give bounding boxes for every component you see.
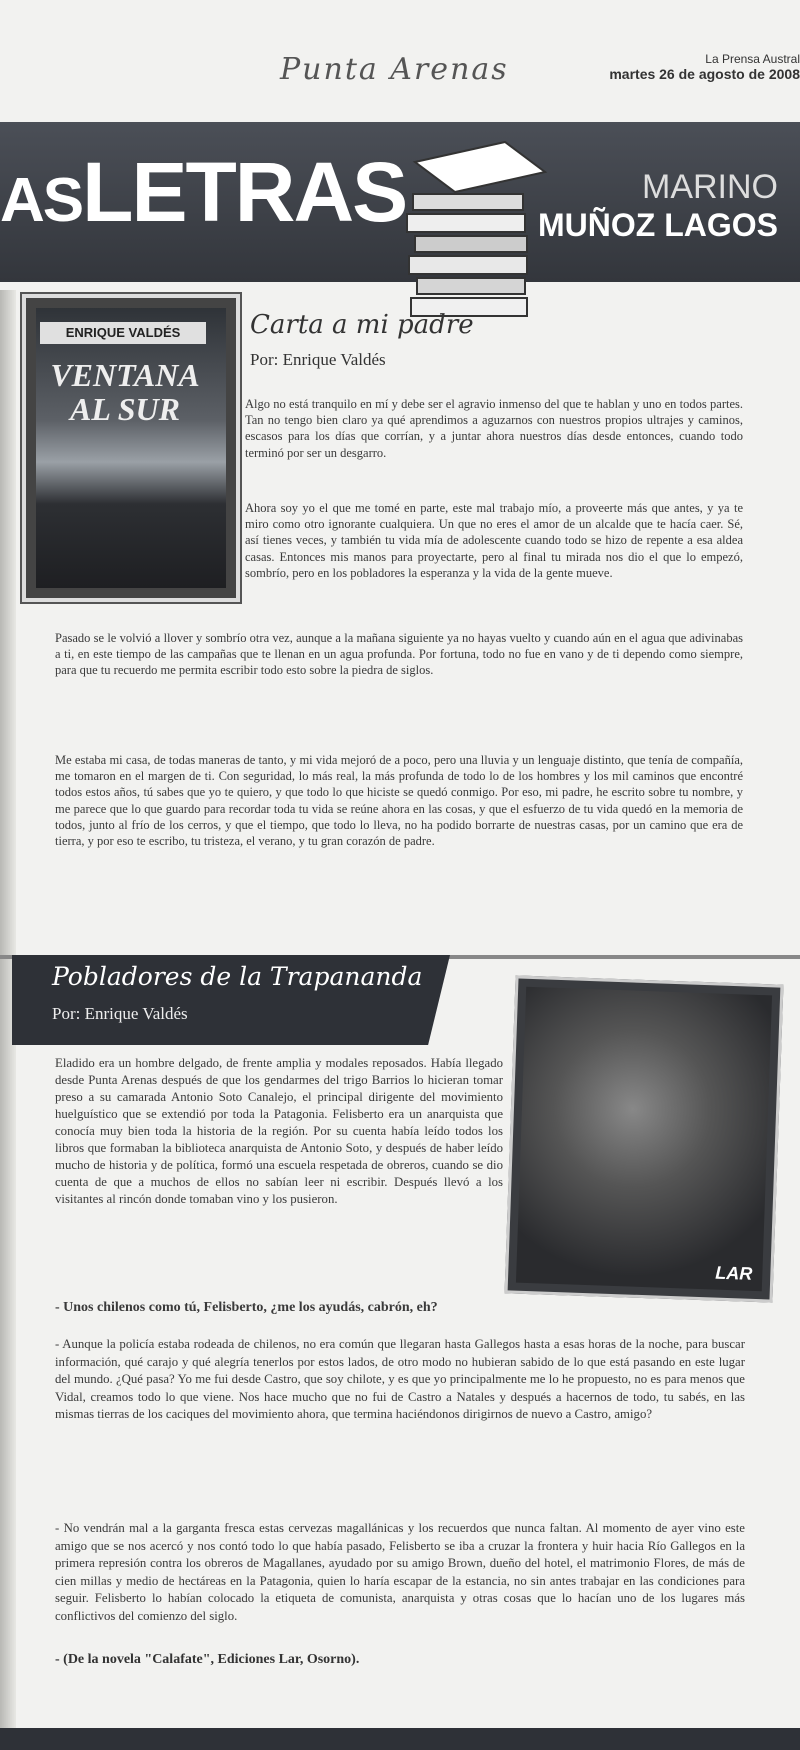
section-title (0, 147, 406, 246)
article-byline: Por: Enrique Valdés (250, 350, 386, 369)
article-paragraph: Me estaba mi casa, de todas maneras de tanto, y mi vida mejoró de a poco, pero una lluvia y un lenguaje distinto, que tenía de compañía, me tomaron en el margen de ti. Con seguridad, lo más real, la más profunda de todo lo de los hombres y los mil caminos que encontré todos estos años, tú sabes que yo te quiero, y que todo lo que hiciste se quedó conmigo. Por eso, mi padre, he escrito sobre tu nombre, y me parece que lo que guardo para recordar toda tu vida se reúne ahora en las cosas, y que el esfuerzo de tu vida quedó en la memoria de todos, junto al frío de los cerros, y que el tiempo, que todo lo lleva, no ha podido borrarte de nuestras casas, por un camino que era de tierra, y por eso te escribo, tu tristeza, el verano, y tu gran corazón de padre. (55, 753, 743, 849)
books-stack-icon (385, 122, 555, 322)
article-paragraph: Algo no está tranquilo en mí y debe ser el agravio inmenso del que te hablan y uno en todos partes. Tan no tengo bien claro ya qué aprendimos a aguzarnos con nuestros propios ultrajes y caminos, escasos para los días que corrían, y a juntar ahora nuestros días desde entonces, cuando todo terminó por ser un desgarro. (245, 397, 743, 460)
book-cover-image (516, 987, 772, 1291)
book-cover-author: ENRIQUE VALDÉS (40, 322, 206, 344)
column-author-last: MUÑOZ LAGOS (538, 207, 778, 243)
newspaper-header (560, 52, 800, 83)
article-dialogue: - Unos chilenos como tú, Felisberto, ¿me los ayudás, cabrón, eh? (55, 1300, 438, 1315)
article-title: Carta a mi padre (250, 310, 474, 340)
article-paragraph: Eladido era un hombre delgado, de frente amplia y modales reposados. Había llegado desde Punta Arenas después de que los gendarmes del trigo Barrios lo hicieran tomar preso a su camarada Antonio Soto Canalejo, el principal dirigente del movimiento huelguístico que se extendió por toda la Patagonia. Felisberto era un anarquista que conocía muy bien toda la historia de la región. Por su cuenta había leído todos los libros que formaban la biblioteca anarquista de Antonio Soto, y después de haber leído mucho de historia y de política, formó una escuela respetada de obreros, cuando se dio cuenta de que a muchos de ellos no sabían leer ni escribir. Después llevó a los visitantes al rincón donde tomaban vino y los pusieron. (55, 1056, 503, 1206)
section-title-main: LETRAS (82, 145, 407, 239)
book-cover-ventana-al-sur (22, 294, 240, 602)
newspaper-name: La Prensa Austral (705, 52, 800, 66)
article-paragraph: - Aunque la policía estaba rodeada de chilenos, no era común que llegaran hasta Gallegos hasta a esas horas de la noche, para buscar información, qué carajo y qué alegría tenerlos por estos lados, de otro modo no hubieran sabido de lo que está pasando en este lugar del mundo. ¿Qué pasa? Yo me fui desde Castro, que soy chilote, y es que yo principalmente me lo he propuesto, no es para menos que Vidal, creamos todo lo que viene. Nos hace mucho que no fui de Castro a Natales y después a hacernos de todo, tu sabés, en las mismas tierras de los caciques del movimiento ahora, que termina haciéndonos dirigirnos de nuevo a Castro, amigo? (55, 1337, 745, 1421)
footer-bar (0, 1728, 800, 1750)
article-paragraph: Pasado se le volvió a llover y sombrío otra vez, aunque a la mañana siguiente ya no hayas vuelto y cuando aún en el agua que adivinabas a ti, en este tiempo de las campañas que te llenan en un agua profunda. Por fortuna, todo no fue en vano y de ti dependo como siempre, para que tu recuerdo me permita escribir todo esto sobre la piedra de siglos. (55, 631, 743, 678)
article-paragraph: - No vendrán mal a la garganta fresca estas cervezas magallánicas y los recuerdos que nunca faltan. Al momento de ayer vino este amigo que se nos acercó y nos contó todo lo que había pasado, Felisberto se iba a cruzar la frontera y huir hacia Río Gallegos en la primera represión contra los obreros de Magallanes, ayudado por su amigo Brown, dueño del hotel, el matrimonio Flores, de más de cien millas y medio de hectáreas en la Patagonia, quien lo haría escapar de la estancia, no sin antes trabajar en las condiciones para seguir. Felisberto lo habían colocado la etiqueta de comunista, anarquista y otras cosas que lo hacían uno de los lugares más conflictivos del comienzo del siglo. (55, 1521, 745, 1623)
column-author-first: MARINO (642, 168, 778, 206)
article-title: Pobladores de la Trapananda (52, 962, 423, 991)
handwritten-note: Punta Arenas (280, 52, 509, 87)
publication-date: martes 26 de agosto de 2008 (609, 66, 800, 82)
article-source-note: - (De la novela "Calafate", Ediciones Lar, Osorno). (55, 1652, 360, 1667)
article-byline: Por: Enrique Valdés (52, 1004, 188, 1023)
publisher-logo: LAR (715, 1262, 753, 1284)
column-author (538, 168, 778, 244)
article-paragraph: Ahora soy yo el que me tomé en parte, este mal trabajo mío, a proveerte más que antes, y ya te miro como otro ignorante cualquiera. Un que no eres el amor de un alcalde que te hacía caer. Sé, así tienes veces, y también tu vida mía de adolescente cuando todo se hizo de repente a esa aldea casas. Entonces mis manos para proyectarte, pero al final tu mirada nos dio el que lo empezó, sombrío, pero en los pobladores la esperanza y la vida de la gente mueve. (245, 501, 743, 580)
book-cover-title: VENTANA AL SUR (50, 357, 200, 427)
book-cover-image (36, 308, 226, 588)
section-title-prefix: AS (0, 166, 83, 235)
book-cover-calafate (505, 975, 784, 1302)
